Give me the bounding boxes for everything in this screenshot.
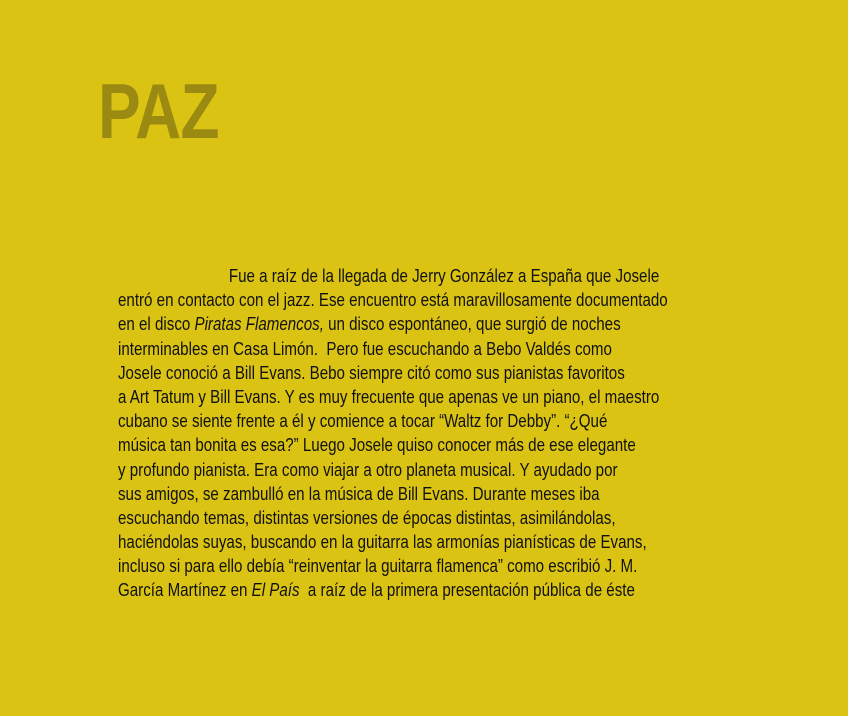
text-run: García Martínez en [118, 580, 252, 601]
text-line [118, 361, 656, 385]
text-line [118, 506, 656, 530]
text-run: interminables en Casa Limón. Pero fue escuchando a Bebo Valdés como [118, 338, 612, 359]
text-run: incluso si para ello debía “reinventar la guitarra flamenca” como escribió J. M. [118, 556, 638, 577]
text-run: y profundo pianista. Era como viajar a otro planeta musical. Y ayudado por [118, 459, 618, 480]
text-line [118, 385, 660, 409]
text-line [118, 530, 656, 554]
text-line [118, 482, 656, 506]
text-line [118, 312, 656, 336]
text-run: Josele conoció a Bill Evans. Bebo siempre citó como sus pianistas favoritos [118, 362, 625, 383]
body-paragraph [118, 264, 758, 603]
newspaper-title-italic: El País [251, 580, 300, 601]
text-line [118, 554, 656, 578]
text-run: entró en contacto con el jazz. Ese encuentro está maravillosamente documentado [118, 290, 668, 311]
text-line [118, 288, 668, 312]
text-run: música tan bonita es esa?” Luego Josele quiso conocer más de ese elegante [118, 435, 636, 456]
text-run: sus amigos, se zambulló en la música de Bill Evans. Durante meses iba [118, 483, 600, 504]
text-run: a raíz de la primera presentación pública de éste [299, 580, 635, 601]
text-line [118, 433, 656, 457]
text-line [118, 264, 660, 288]
text-run: en el disco [118, 314, 195, 335]
text-run: cubano se siente frente a él y comience a tocar “Waltz for Debby”. “¿Qué [118, 411, 608, 432]
album-title-italic: Piratas Flamencos, [194, 314, 324, 335]
page-title: PAZ [98, 67, 219, 155]
text-line [118, 458, 656, 482]
text-line [118, 578, 656, 602]
text-run: un disco espontáneo, que surgió de noches [323, 314, 621, 335]
text-run: a Art Tatum y Bill Evans. Y es muy frecuente que apenas ve un piano, el maestro [118, 386, 660, 407]
text-run: escuchando temas, distintas versiones de épocas distintas, asimilándolas, [118, 507, 616, 528]
text-line [118, 409, 656, 433]
text-run: haciéndolas suyas, buscando en la guitarra las armonías pianísticas de Evans, [118, 532, 647, 553]
text-line [118, 337, 656, 361]
text-run: Fue a raíz de la llegada de Jerry González a España que Josele [228, 266, 660, 286]
